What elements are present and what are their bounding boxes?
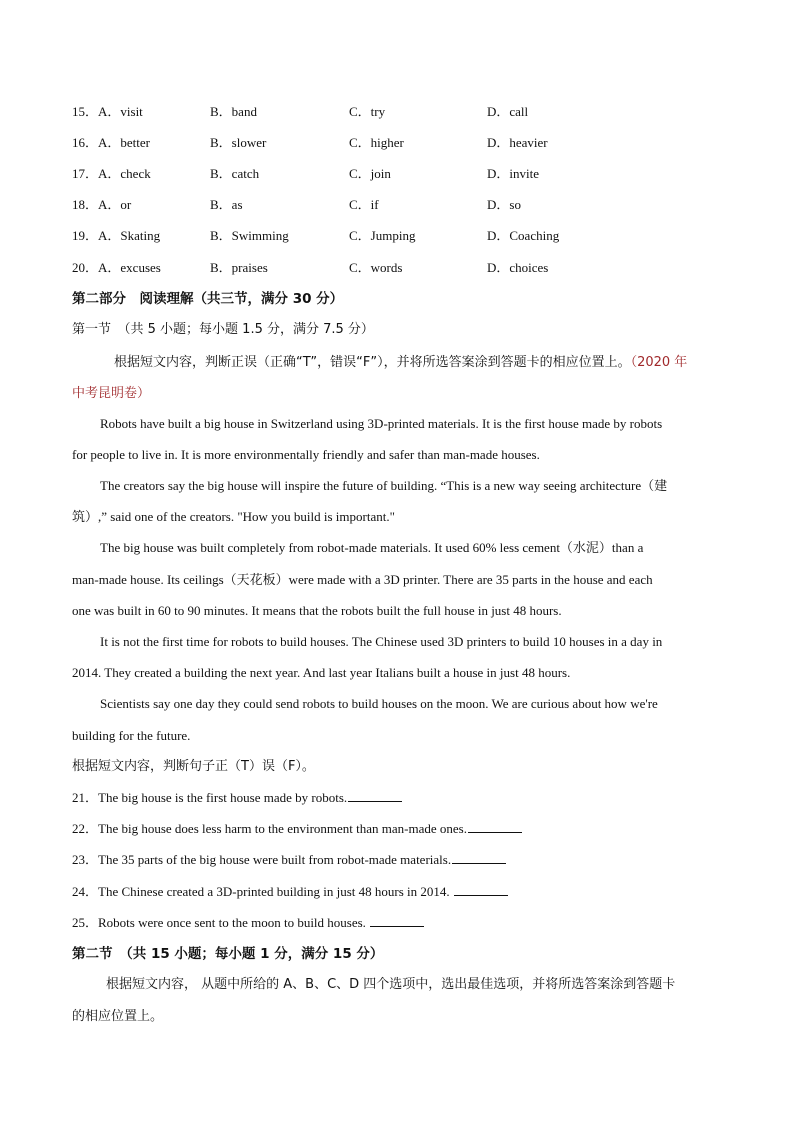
passage-line: building for the future. xyxy=(72,728,191,743)
part2-title: 第二部分 阅读理解（共三节，满分 30 分） xyxy=(72,291,344,307)
option-d: D．call xyxy=(487,104,529,119)
option-a-text: A．Skating xyxy=(98,228,161,243)
option-a xyxy=(72,226,160,246)
answer-blank[interactable] xyxy=(370,914,424,927)
option-d: D．choices xyxy=(487,260,549,275)
question-number: 19． xyxy=(72,228,99,243)
option-b: B．as xyxy=(210,197,243,212)
passage-line: 2014. They created a building the next year. And last year Italians built a house in just 48 hours. xyxy=(72,665,571,680)
source-note: （2020 年 xyxy=(630,355,688,370)
question-text: The big house is the first house made by robots. xyxy=(98,790,348,805)
instruction-main: 根据短文内容，判断正误（正确“T”，错误“F”），并将所选答案涂到答题卡的相应位置上。 xyxy=(114,355,631,370)
option-a xyxy=(72,133,150,153)
question-number: 22． xyxy=(72,821,99,836)
section2-instruction-continued: 的相应位置上。 xyxy=(72,1009,164,1024)
option-d: D．Coaching xyxy=(487,228,560,243)
option-b: B．praises xyxy=(210,260,268,275)
option-c: C．Jumping xyxy=(349,228,416,243)
option-a xyxy=(72,102,143,122)
question-number: 15． xyxy=(72,104,99,119)
section1-title: 第一节 （共 5 小题；每小题 1.5 分，满分 7.5 分） xyxy=(72,322,374,337)
source-note-continued: 中考昆明卷） xyxy=(72,386,151,401)
option-d: D．so xyxy=(487,197,521,212)
option-d: D．heavier xyxy=(487,135,548,150)
answer-blank[interactable] xyxy=(452,851,506,864)
option-c: C．join xyxy=(349,166,391,181)
question-text: Robots were once sent to the moon to build houses. xyxy=(98,915,370,930)
passage-line: It is not the first time for robots to build houses. The Chinese used 3D printers to build 10 houses in a day in xyxy=(100,634,663,649)
option-a-text: A．check xyxy=(98,166,151,181)
question-number: 24． xyxy=(72,884,99,899)
question-number: 25． xyxy=(72,915,99,930)
passage-line: one was built in 60 to 90 minutes. It means that the robots built the full house in just 48 hours. xyxy=(72,603,562,618)
section2-instruction: 根据短文内容， 从题中所给的 A、B、C、D 四个选项中，选出最佳选项，并将所选答案涂到答题卡 xyxy=(106,977,676,992)
section2-title: 第二节 （共 15 小题；每小题 1 分，满分 15 分） xyxy=(72,946,384,962)
question-text: The 35 parts of the big house were built from robot-made materials. xyxy=(98,852,452,867)
option-a-text: A．or xyxy=(98,197,132,212)
question-22 xyxy=(72,819,522,839)
passage-line: man-made house. Its ceilings（天花板）were made with a 3D printer. There are 35 parts in the house and each xyxy=(72,572,653,587)
question-text: The Chinese created a 3D-printed building in just 48 hours in 2014. xyxy=(98,884,453,899)
question-number: 21． xyxy=(72,790,99,805)
answer-blank[interactable] xyxy=(468,820,522,833)
option-a xyxy=(72,164,151,184)
option-a-text: A．excuses xyxy=(98,260,161,275)
question-number: 18． xyxy=(72,197,99,212)
question-number: 16． xyxy=(72,135,99,150)
question-23 xyxy=(72,850,506,870)
answer-blank[interactable] xyxy=(348,789,402,802)
question-number: 23． xyxy=(72,852,99,867)
option-c: C．try xyxy=(349,104,386,119)
passage-line: The creators say the big house will inspire the future of building. “This is a new way seeing architecture（建 xyxy=(100,478,668,493)
passage-line: for people to live in. It is more environmentally friendly and safer than man-made houses. xyxy=(72,447,540,462)
passage-line: 筑）,” said one of the creators. "How you build is important." xyxy=(72,509,395,524)
passage-line: The big house was built completely from robot-made materials. It used 60% less cement（水泥）than a xyxy=(100,540,644,555)
option-b: B．catch xyxy=(210,166,260,181)
option-a-text: A．better xyxy=(98,135,150,150)
answer-blank[interactable] xyxy=(454,883,508,896)
passage-line: Scientists say one day they could send robots to build houses on the moon. We are curious about how we're xyxy=(100,696,658,711)
question-25 xyxy=(72,913,424,933)
section1-instruction xyxy=(114,353,687,373)
passage-line: Robots have built a big house in Switzerland using 3D-printed materials. It is the first house made by robots xyxy=(100,416,663,431)
question-24 xyxy=(72,882,508,902)
option-a xyxy=(72,195,131,215)
judge-instruction: 根据短文内容，判断句子正（T）误（F）。 xyxy=(72,759,315,774)
option-c: C．if xyxy=(349,197,379,212)
question-number: 20． xyxy=(72,260,99,275)
question-21 xyxy=(72,788,402,808)
option-b: B．band xyxy=(210,104,257,119)
option-b: B．Swimming xyxy=(210,228,289,243)
option-b: B．slower xyxy=(210,135,267,150)
option-c: C．higher xyxy=(349,135,404,150)
option-c: C．words xyxy=(349,260,403,275)
option-a-text: A．visit xyxy=(98,104,143,119)
question-number: 17． xyxy=(72,166,99,181)
question-text: The big house does less harm to the environment than man-made ones. xyxy=(98,821,467,836)
option-d: D．invite xyxy=(487,166,539,181)
option-a xyxy=(72,258,161,278)
